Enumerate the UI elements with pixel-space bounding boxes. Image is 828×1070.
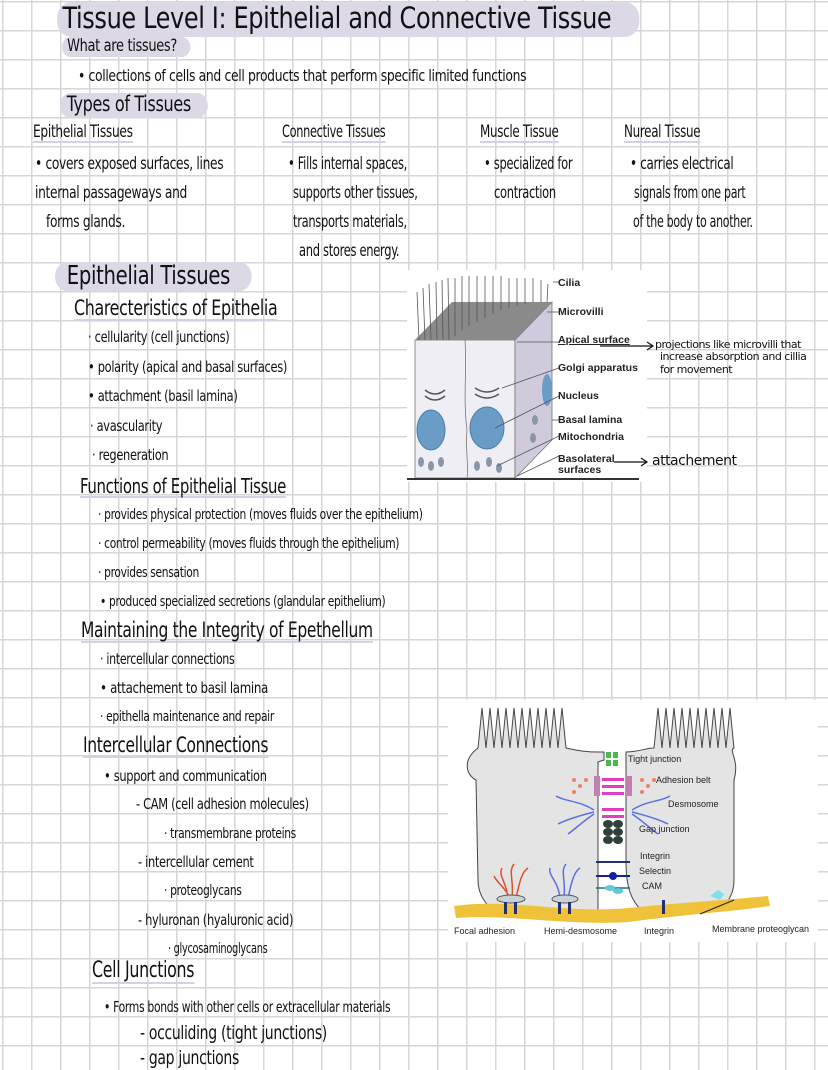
- label-hemidesmosome: Hemi-desmosome: [544, 926, 618, 936]
- column-heading: Muscle Tissue: [480, 122, 559, 142]
- label-membrane-proteoglycan: Membrane proteoglycan: [712, 924, 810, 934]
- column-line: of the body to another.: [633, 212, 753, 232]
- intro-bullet: • collections of cells and cell products that perform specific limited functions: [78, 66, 527, 85]
- column-line: supports other tissues,: [293, 183, 418, 203]
- junctions-diagram: [448, 700, 818, 942]
- column-heading: Epithelial Tissues: [33, 122, 133, 142]
- intercellular-heading: Intercellular Connections: [83, 733, 269, 757]
- intercellular-item: · glycosaminoglycans: [168, 941, 268, 957]
- label-integrin: Integrin: [640, 851, 671, 861]
- intercellular-item: • support and communication: [104, 767, 267, 785]
- label-gap-junction: Gap junction: [639, 824, 690, 834]
- intercellular-item: - CAM (cell adhesion molecules): [136, 795, 309, 813]
- label-adhesion-belt: Adhesion belt: [656, 775, 711, 785]
- column-line: internal passageways and: [35, 183, 187, 203]
- function-item: • produced specialized secretions (glandular epithelium): [100, 594, 386, 610]
- column-line: contraction: [494, 183, 556, 203]
- label-basolateral: Basolateral: [558, 453, 615, 465]
- column-line: • specialized for: [484, 154, 573, 174]
- function-item: · control permeability (moves fluids through the epithelium): [98, 536, 400, 552]
- label-microvilli: Microvilli: [558, 306, 604, 318]
- label-focal-adhesion: Focal adhesion: [454, 926, 516, 936]
- function-item: · provides physical protection (moves fluids over the epithelium): [98, 507, 423, 523]
- function-item: · provides sensation: [98, 565, 199, 581]
- characteristics-heading: Charecteristics of Epithelia: [74, 296, 278, 320]
- junction-item: - gap junctions: [140, 1047, 239, 1069]
- intercellular-item: - intercellular cement: [138, 853, 254, 871]
- apical-note-line: for movement: [660, 363, 733, 376]
- column-line: forms glands.: [46, 212, 126, 232]
- column-line: transports materials,: [293, 212, 407, 232]
- types-heading: Types of Tissues: [60, 93, 208, 118]
- column-line: • covers exposed surfaces, lines: [35, 154, 224, 174]
- label-integrin-bottom: Integrin: [644, 926, 675, 936]
- label-nucleus: Nucleus: [558, 390, 599, 402]
- label-cam: CAM: [642, 881, 662, 891]
- intercellular-item: - hyluronan (hyaluronic acid): [138, 911, 294, 929]
- junctions-illustration: [448, 700, 818, 942]
- characteristic-item: · cellularity (cell junctions): [88, 328, 230, 346]
- apical-note-line: increase absorption and cillia: [660, 350, 807, 363]
- junction-item: - occuliding (tight junctions): [140, 1022, 327, 1044]
- intercellular-item: · proteoglycans: [164, 883, 242, 899]
- integrity-item: · epithella maintenance and repair: [100, 709, 274, 725]
- integrity-item: · intercellular connections: [100, 650, 235, 668]
- functions-heading: Functions of Epithelial Tissue: [80, 474, 287, 498]
- column-heading: Connective Tissues: [282, 122, 386, 142]
- label-cilia: Cilia: [558, 277, 581, 289]
- label-basal-lamina: Basal lamina: [558, 414, 623, 426]
- label-apical-surface: Apical surface: [558, 334, 630, 346]
- characteristic-item: • polarity (apical and basal surfaces): [88, 358, 287, 376]
- characteristic-item: · avascularity: [90, 417, 163, 435]
- intro-heading: What are tissues?: [62, 37, 190, 57]
- page-title: Tissue Level I: Epithelial and Connective Tissue: [57, 2, 639, 37]
- label-surfaces: surfaces: [558, 464, 602, 476]
- column-line: • carries electrical: [630, 154, 734, 174]
- label-tight-junction: Tight junction: [628, 754, 682, 764]
- characteristic-item: • attachment (basil lamina): [88, 387, 238, 405]
- label-mitochondria: Mitochondria: [558, 431, 624, 443]
- apical-note-line: projections like microvilli that: [655, 338, 801, 351]
- column-heading: Nureal Tissue: [624, 122, 701, 142]
- epithelial-heading: Epithelial Tissues: [55, 262, 252, 291]
- characteristic-item: · regeneration: [92, 446, 169, 464]
- label-selectin: Selectin: [639, 866, 672, 876]
- column-line: • Fills internal spaces,: [288, 154, 407, 174]
- intercellular-item: · transmembrane proteins: [164, 826, 296, 842]
- junctions-heading: Cell Junctions: [92, 958, 195, 983]
- column-line: and stores energy.: [299, 241, 400, 261]
- label-golgi: Golgi apparatus: [558, 362, 638, 374]
- annotation-arrows: [600, 338, 660, 468]
- label-desmosome: Desmosome: [668, 799, 719, 809]
- integrity-heading: Maintaining the Integrity of Epethellum: [81, 618, 373, 642]
- junction-item: • Forms bonds with other cells or extracellular materials: [104, 998, 391, 1016]
- integrity-item: • attachement to basil lamina: [100, 679, 268, 697]
- basolateral-note: attachement: [652, 453, 737, 469]
- column-line: signals from one part: [634, 183, 746, 203]
